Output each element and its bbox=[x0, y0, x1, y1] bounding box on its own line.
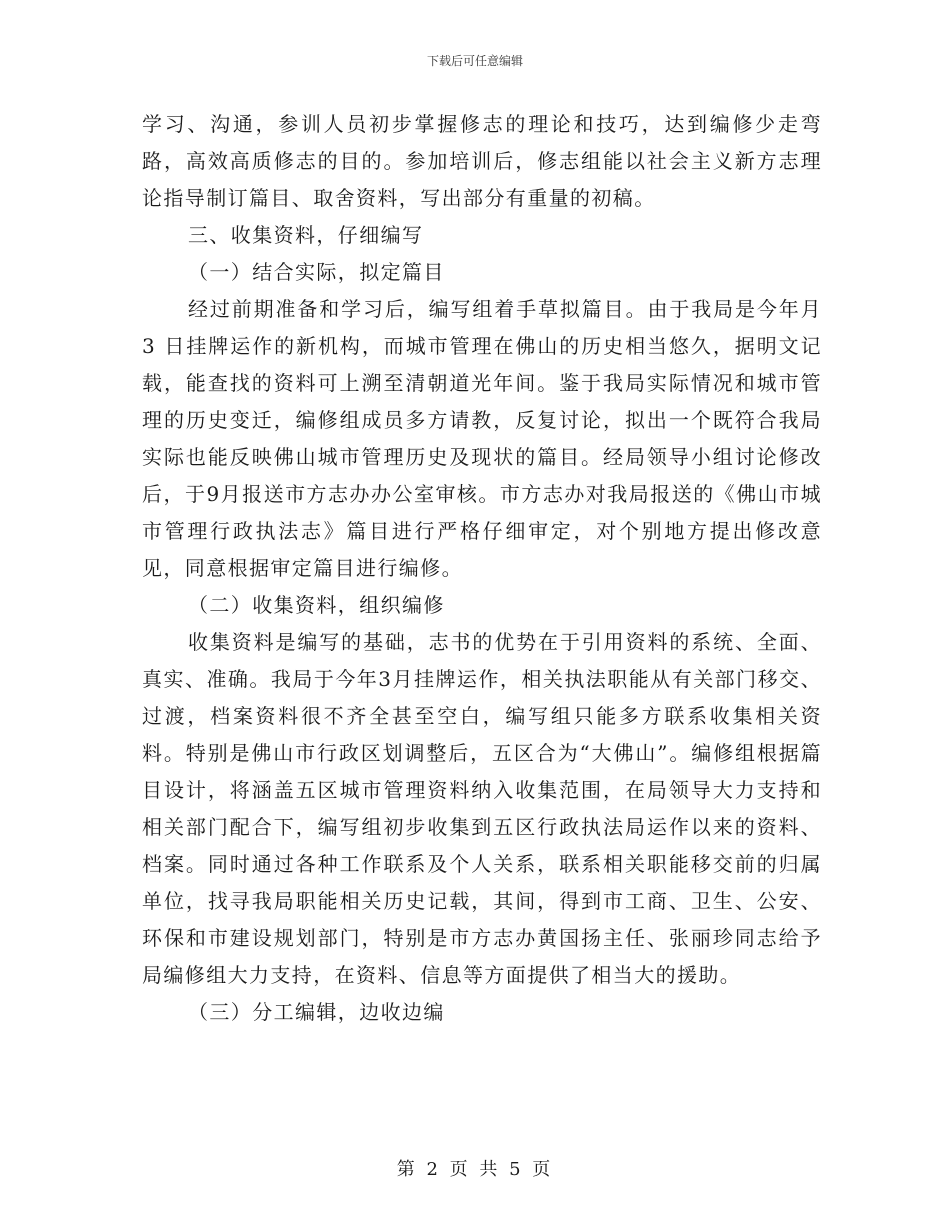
page-footer: 第 2 页 共 5 页 bbox=[396, 1159, 554, 1180]
subsection-heading-1: （一）结合实际，拟定篇目 bbox=[188, 260, 445, 284]
paragraph-outline: 经过前期准备和学习后，编写组着手草拟篇目。由于我局是今年月3 日挂牌运作的新机构，而城市管理在佛山的历史相当悠久，据明文记载，能查找的资料可上溯至清朝道光年间。鉴于我局实际情况和城市管理的历史变迁，编修组成员多方请教，反复讨论，拟出一个既符合我局实际也能反映佛山城市管理历史及现状的篇目。经局领导小组讨论修改后，于9月报送市方志办办公室审核。市方志办对我局报送的《佛山市城市管理行政执法志》篇目进行严格仔细审定，对个别地方提出修改意见，同意根据审定篇目进行编修。 bbox=[142, 297, 822, 580]
subsection-heading-2: （二）收集资料，组织编修 bbox=[188, 593, 445, 617]
page-header: 下载后可任意编辑 bbox=[426, 54, 523, 68]
subsection-heading-3: （三）分工编辑，边收边编 bbox=[188, 1000, 445, 1024]
paragraph-continuation: 学习、沟通，参训人员初步掌握修志的理论和技巧，达到编修少走弯路，高效高质修志的目的。参加培训后，修志组能以社会主义新方志理论指导制订篇目、取舍资料，写出部分有重量的初稿。 bbox=[142, 112, 822, 210]
section-heading-3: 三、收集资料，仔细编写 bbox=[188, 223, 424, 247]
paragraph-collection: 收集资料是编写的基础，志书的优势在于引用资料的系统、全面、真实、准确。我局于今年3月挂牌运作，相关执法职能从有关部门移交、过渡，档案资料很不齐全甚至空白，编写组只能多方联系收集相关资料。特别是佛山市行政区划调整后，五区合为“大佛山”。编修组根据篇目设计，将涵盖五区城市管理资料纳入收集范围，在局领导大力支持和相关部门配合下，编写组初步收集到五区行政执法局运作以来的资料、档案。同时通过各种工作联系及个人关系，联系相关职能移交前的归属单位，找寻我局职能相关历史记载，其间，得到市工商、卫生、公安、环保和市建设规划部门，特别是市方志办黄国扬主任、张丽珍同志给予局编修组大力支持，在资料、信息等方面提供了相当大的援助。 bbox=[142, 630, 822, 987]
document-body bbox=[142, 106, 822, 1031]
